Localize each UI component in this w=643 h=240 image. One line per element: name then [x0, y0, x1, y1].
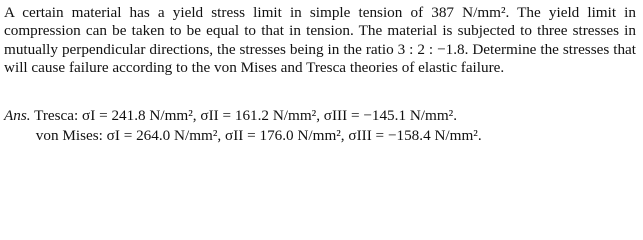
- answer-von-mises-line: [4, 126, 636, 146]
- answer-tresca: Tresca: σI = 241.8 N/mm², σII = 161.2 N/mm², σIII = −145.1 N/mm².: [34, 107, 458, 124]
- answer-block: [4, 106, 636, 146]
- problem-text: A certain material has a yield stress limit in simple tension of 387 N/mm². The yield limit in compression can be taken to be equal to that in tension. The material is subjected to three stresses in mutually perpendicular directions, the stresses being in the ratio 3 : 2 : −1.8. Determine the stresses that will cause failure according to the von Mises and Tresca theories of elastic failure.: [4, 4, 636, 77]
- problem-statement: [4, 4, 636, 78]
- answer-label: Ans.: [4, 107, 31, 124]
- answer-tresca-line: [4, 106, 636, 126]
- answer-von-mises: von Mises: σI = 264.0 N/mm², σII = 176.0 N/mm², σIII = −158.4 N/mm².: [35, 127, 482, 144]
